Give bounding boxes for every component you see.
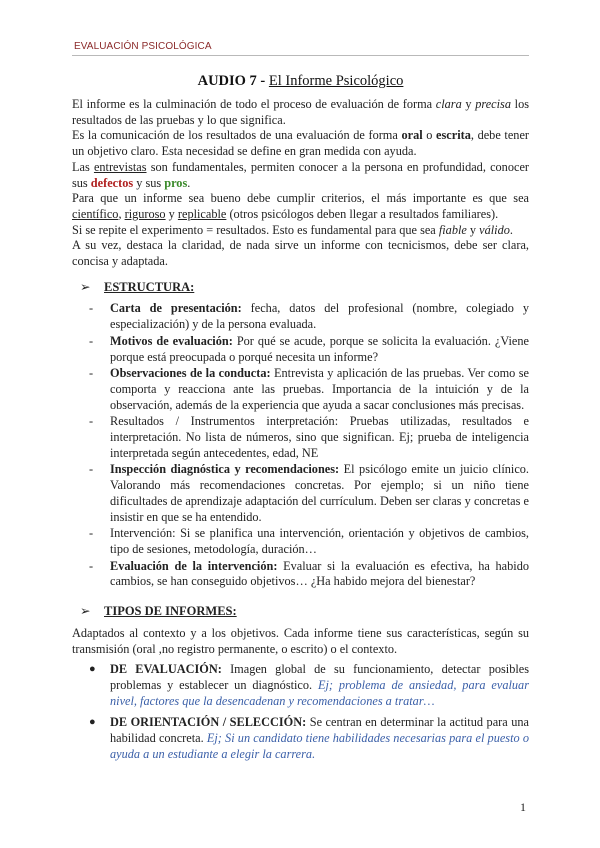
- estructura-list: [89, 301, 529, 590]
- intro-paragraph-2: [72, 128, 529, 159]
- text-span: científico: [72, 206, 119, 221]
- dash-marker: -: [89, 366, 94, 381]
- item-label: Motivos de evaluación:: [110, 333, 233, 348]
- page-title: [72, 73, 529, 90]
- item-example: Ej; problema de ansiedad, para evaluar nivel, factores que la desencadenan y recomendaciones a tratar…: [110, 677, 529, 708]
- intro-paragraph-3: [72, 160, 529, 191]
- arrow-bullet-icon: ➢: [80, 279, 91, 294]
- item-text: fecha, datos del profesional (nombre, colegiado y especialización) y de la persona evaluada.: [110, 301, 529, 332]
- item-text: Evaluar si la evaluación es efectiva, ha habido cambios, se han conseguido objetivos… ¿Ha habido mejora del bienestar?: [110, 558, 529, 589]
- text-span: escrita: [436, 128, 471, 143]
- section-heading-text: TIPOS DE INFORMES:: [104, 604, 237, 619]
- item-text: El psicólogo emite un juicio clínico. Valorando más recomendaciones concretas. Por ejemplo; si un niño tiene dificultades de aprendizaje adaptación del currículum. Deben ser claras y concretas e insistir en que se ha entendido.: [110, 462, 530, 524]
- text-span: riguroso: [124, 206, 166, 221]
- text-span: y: [466, 222, 480, 237]
- text-span: .: [187, 175, 191, 190]
- running-header: EVALUACIÓN PSICOLÓGICA: [74, 41, 212, 52]
- text-span: fiable: [438, 222, 467, 237]
- list-item: [89, 526, 529, 557]
- item-label: Carta de presentación:: [110, 301, 242, 316]
- item-label: DE EVALUACIÓN:: [110, 662, 222, 677]
- list-item: [89, 715, 529, 762]
- dash-marker: -: [89, 558, 94, 573]
- title-prefix: AUDIO 7 -: [197, 73, 269, 89]
- section-heading-text: ESTRUCTURA:: [104, 279, 195, 294]
- text-span: Si se repite el experimento = resultados. Esto es fundamental para que sea: [72, 222, 439, 237]
- text-span: entrevistas: [93, 159, 147, 174]
- list-item: [89, 334, 529, 365]
- list-item: [89, 301, 529, 332]
- section-heading-tipos: [72, 604, 529, 620]
- section-heading-estructura: [72, 280, 529, 296]
- item-text: Entrevista y aplicación de las pruebas. Ver como se comporta y reacciona ante las pruebas. Importancia de la intuición y de la observación, además de la experiencia que ayuda a sacar conclusiones más precisas.: [110, 366, 529, 412]
- text-span: (otros psicólogos deben llegar a resultados familiares).: [226, 206, 499, 221]
- list-item: [89, 559, 529, 590]
- item-label: Observaciones de la conducta:: [110, 366, 271, 381]
- item-text: Resultados / Instrumentos interpretación: Pruebas utilizadas, resultados e interpretación. No lista de números, sino que significan. Ej; prueba de inteligencia interpretada según antecedentes, edad, NE: [110, 414, 529, 460]
- intro-paragraph-4: [72, 191, 529, 222]
- dash-marker: -: [89, 414, 94, 429]
- text-span: ,: [118, 206, 125, 221]
- intro-paragraph-1: [72, 97, 529, 128]
- item-label: Evaluación de la intervención:: [110, 558, 278, 573]
- list-item: [89, 662, 529, 709]
- text-span: Es la comunicación de los resultados de una evaluación de forma: [72, 128, 402, 143]
- header-rule: [72, 55, 529, 56]
- body-content: [72, 97, 529, 768]
- text-span: pros: [164, 175, 188, 190]
- item-text: Por qué se acude, porque se solicita la evaluación. ¿Viene porque está preocupada o porqué necesita un informe?: [110, 333, 529, 364]
- text-span: , debe tener un objetivo claro. Esta necesidad se define en gran medida con ayuda.: [72, 128, 529, 159]
- tipos-list: [89, 662, 529, 762]
- text-span: los resultados de las pruebas y lo que significa.: [72, 97, 529, 127]
- dash-marker: -: [89, 526, 94, 541]
- item-label: Inspección diagnóstica y recomendaciones:: [110, 462, 340, 477]
- text-span: son fundamentales, permiten conocer a la persona en profundidad, conocer sus: [72, 159, 529, 190]
- text-span: o: [422, 128, 437, 143]
- dash-marker: -: [89, 462, 94, 477]
- intro-paragraph-6: A su vez, destaca la claridad, de nada sirve un informe con tecnicismos, debe ser clara, concisa y adaptada.: [72, 238, 529, 269]
- text-span: .: [509, 222, 513, 237]
- text-span: oral: [401, 128, 423, 143]
- text-span: Para que un informe sea bueno debe cumplir criterios, el más importante es que sea: [72, 191, 529, 206]
- arrow-bullet-icon: ➢: [80, 604, 91, 619]
- intro-paragraph-5: [72, 223, 529, 239]
- item-text: Intervención: Si se planifica una intervención, orientación y objetivos de cambios, tipo de sesiones, metodología, duración…: [110, 526, 529, 556]
- item-example: Ej; Si un candidato tiene habilidades necesarias para el puesto o ayuda a un estudiante a elegir la carrera.: [110, 731, 529, 761]
- text-span: precisa: [475, 97, 511, 111]
- text-span: y sus: [133, 175, 165, 190]
- text-span: válido: [479, 222, 510, 237]
- page-number: 1: [520, 800, 526, 814]
- item-text: Imagen global de su funcionamiento, detectar posibles problemas y establecer un diagnóstico.: [110, 662, 530, 692]
- text-span: Las: [72, 159, 94, 174]
- bullet-dot-icon: ●: [89, 663, 96, 676]
- list-item: [89, 414, 529, 461]
- tipos-intro: Adaptados al contexto y a los objetivos. Cada informe tiene sus características, según su transmisión (oral ,no registro permanente, o escrito) o el contexto.: [72, 625, 529, 656]
- bullet-dot-icon: ●: [89, 716, 96, 729]
- item-text: Se centran en determinar la actitud para una habilidad concreta.: [110, 715, 529, 746]
- dash-marker: -: [89, 333, 94, 348]
- item-label: DE ORIENTACIÓN / SELECCIÓN:: [110, 715, 307, 730]
- list-item: [89, 366, 529, 413]
- dash-marker: -: [89, 301, 94, 316]
- text-span: y: [165, 206, 178, 221]
- text-span: replicable: [177, 206, 227, 221]
- text-span: y: [461, 97, 476, 111]
- title-topic: El Informe Psicológico: [268, 73, 404, 89]
- text-span: clara: [435, 97, 462, 111]
- text-span: El informe es la culminación de todo el proceso de evaluación de forma: [72, 97, 436, 111]
- text-span: defectos: [90, 175, 134, 190]
- list-item: [89, 462, 529, 525]
